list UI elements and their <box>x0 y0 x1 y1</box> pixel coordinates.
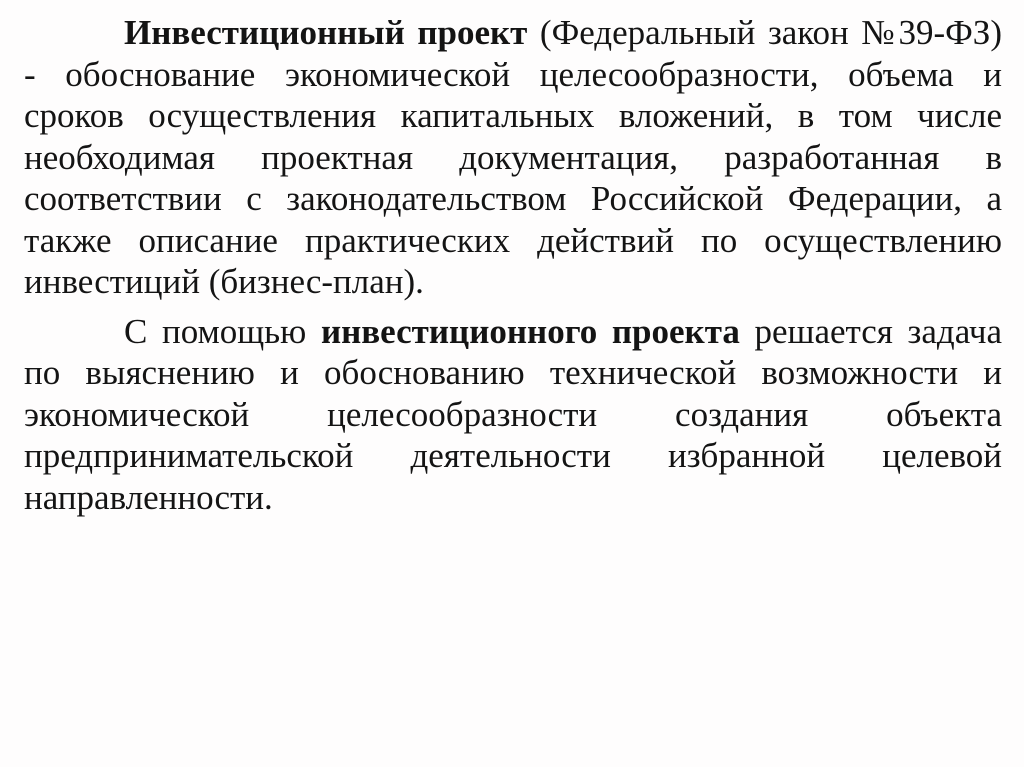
definition-paragraph <box>24 12 1002 303</box>
purpose-lead: С помощью <box>124 311 321 351</box>
purpose-text: решается задача по выяснению и обоснованию технической возможности и экономической целесообразности создания объекта предпринимательской деятельности избранной целевой направленности. <box>24 311 1002 517</box>
slide-content <box>24 12 1002 518</box>
purpose-paragraph <box>24 311 1002 519</box>
term-investment-project-genitive: инвестиционного проекта <box>320 311 740 351</box>
definition-text: (Федеральный закон №39-ФЗ) - обоснование экономической целесообразности, объема и сроков осуществления капитальных вложений, в том числе необходимая проектная документация, разработанная в соответствии с законодательством Российской Федерации, а также описание практических действий по осуществлению инвестиций (бизнес-план). <box>24 13 1002 301</box>
term-investment-project: Инвестиционный проект <box>124 13 528 52</box>
